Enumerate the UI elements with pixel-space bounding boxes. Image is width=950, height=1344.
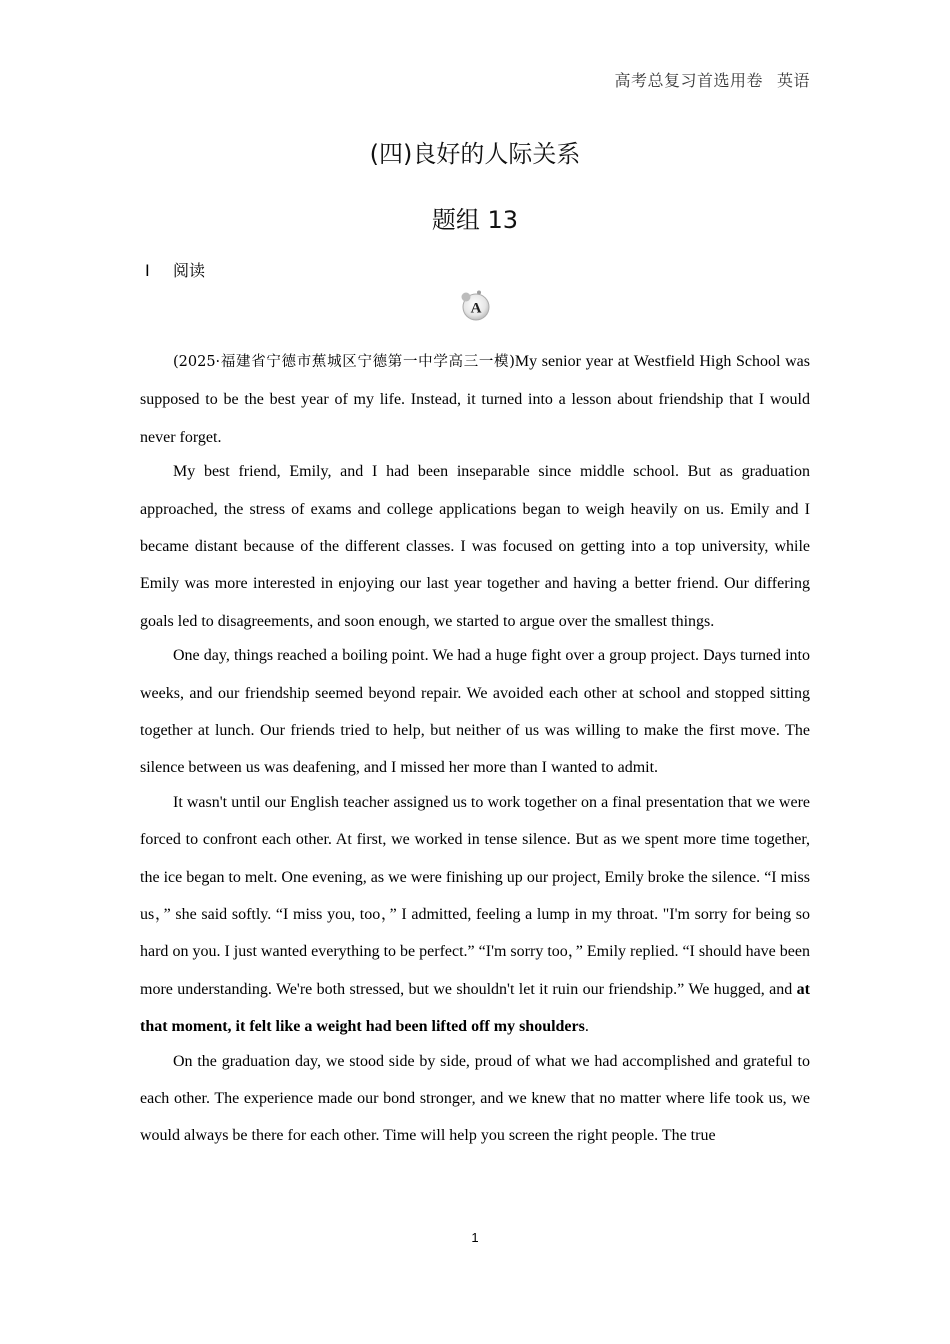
- section-heading: [145, 258, 205, 281]
- reading-passage: [140, 343, 810, 1152]
- section-number: Ⅰ: [145, 263, 150, 280]
- paragraph-4-text: It wasn't until our English teacher assigned us to work together on a final presentation that we were forced to confront each other. At first, we worked in tense silence. But as we spent more time together, the ice began to melt. One evening, as we were finishing up our project, Emily broke the silence. “I miss us，” she said softly. “I miss you, too，” I admitted, feeling a lump in my throat. "I'm sorry for being so hard on you. I just wanted everything to be perfect.” “I'm sorry too，” Emily replied. “I should have been more understanding. We're both stressed, but we shouldn't let it ruin our friendship.” We hugged, and: [140, 794, 810, 998]
- group-title: 题组 13: [431, 206, 519, 234]
- paragraph-3: One day, things reached a boiling point. We had a huge fight over a group project. Days turned into weeks, and our friendship seemed beyond repair. We avoided each other at school and stopped sitting together at lunch. Our friends tried to help, but neither of us was willing to make the first move. The silence between us was deafening, and I missed her more than I wanted to admit.: [140, 647, 810, 777]
- paragraph-4-end: .: [584, 1017, 589, 1035]
- paragraph-1: [140, 343, 810, 456]
- passage-a-badge-icon: [459, 290, 493, 324]
- paragraph-5: On the graduation day, we stood side by side, proud of what we had accomplished and grateful to each other. The experience made our bond stronger, and we knew that no matter where life took us, we would always be there for each other. Time will help you screen the right people. The true: [140, 1052, 810, 1145]
- paragraph-2: My best friend, Emily, and I had been inseparable since middle school. But as graduation approached, the stress of exams and college applications began to weigh heavily on us. Emily and I became distant because of the different classes. I was focused on getting into a top university, while Emily was more interested in enjoying our last year together and having a better friend. Our differing goals led to disagreements, and soon enough, we started to argue over the smallest things.: [140, 463, 810, 630]
- page-number: 1: [471, 1230, 479, 1245]
- badge-letter: A: [470, 300, 482, 317]
- book-title: 高考总复习首选用卷: [614, 71, 763, 90]
- section-label: 阅读: [173, 261, 206, 280]
- source-note: (2025·福建省宁德市蕉城区宁德第一中学高三一模): [173, 354, 515, 370]
- paragraph-1-text: My senior year at Westfield High School was supposed to be the best year of my life. Instead, it turned into a lesson about friendship that I would never forget.: [140, 353, 810, 446]
- highlighted-sentence: at that moment, it felt like a weight had been lifted off my shoulders: [140, 980, 810, 1035]
- subject-label: 英语: [776, 71, 810, 90]
- paragraph-4: [140, 784, 810, 1045]
- running-header: [614, 68, 810, 91]
- chapter-title: (四)良好的人际关系: [369, 140, 581, 168]
